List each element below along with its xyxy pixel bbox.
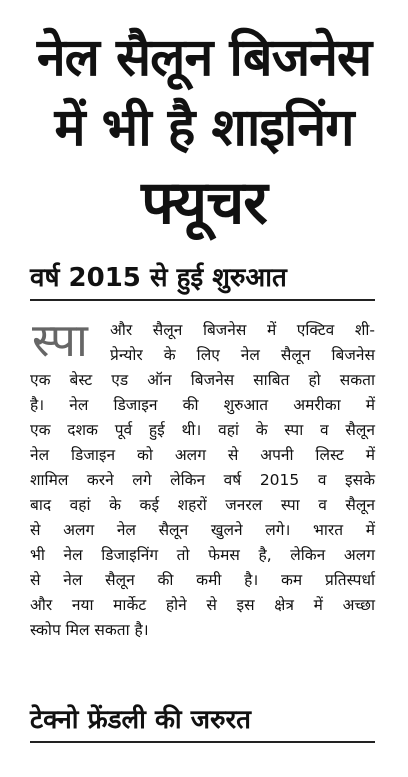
section-2-divider	[30, 741, 375, 743]
body-line: बाद वहां के कई शहरों जनरल स्पा व सैलून	[30, 496, 375, 514]
section-1-divider	[30, 299, 375, 301]
body-line: प्रेन्योर के लिए नेल सैलून बिजनेस	[110, 346, 375, 364]
body-line: शामिल करने लगे लेकिन वर्ष 2015 व इसके	[30, 471, 375, 489]
headline-line-2: में भी है शाइनिंग	[54, 98, 354, 158]
section-2-heading: टेक्नो फ्रेंडली की जरुरत	[30, 705, 251, 735]
body-line: से नेल सैलून की कमी है। कम प्रतिस्पर्धा	[30, 571, 375, 589]
body-line: से अलग नेल सैलून खुलने लगे। भारत में	[30, 521, 375, 539]
body-line: एक बेस्ट एड ऑन बिजनेस साबित हो सकता	[30, 371, 375, 389]
body-line: स्कोप मिल सकता है।	[30, 621, 149, 639]
headline-line-1: नेल सैलून बिजनेस	[36, 28, 372, 88]
body-line: एक दशक पूर्व हुई थी। वहां के स्पा व सैलून	[30, 421, 375, 439]
headline-line-3: फ्यूचर	[141, 168, 267, 238]
body-line: और नया मार्केट होने से इस क्षेत्र में अच्छा	[30, 596, 375, 614]
body-line: है। नेल डिजाइन की शुरुआत अमरीका में	[30, 396, 375, 414]
body-line: और सैलून बिजनेस में एक्टिव शी-	[110, 321, 375, 339]
body-line: भी नेल डिजाइनिंग तो फेमस है, लेकिन अलग	[30, 546, 375, 564]
drop-cap: स्पा	[32, 313, 88, 367]
body-line: नेल डिजाइन को अलग से अपनी लिस्ट में	[30, 446, 375, 464]
section-1-heading: वर्ष 2015 से हुई शुरुआत	[30, 263, 287, 293]
